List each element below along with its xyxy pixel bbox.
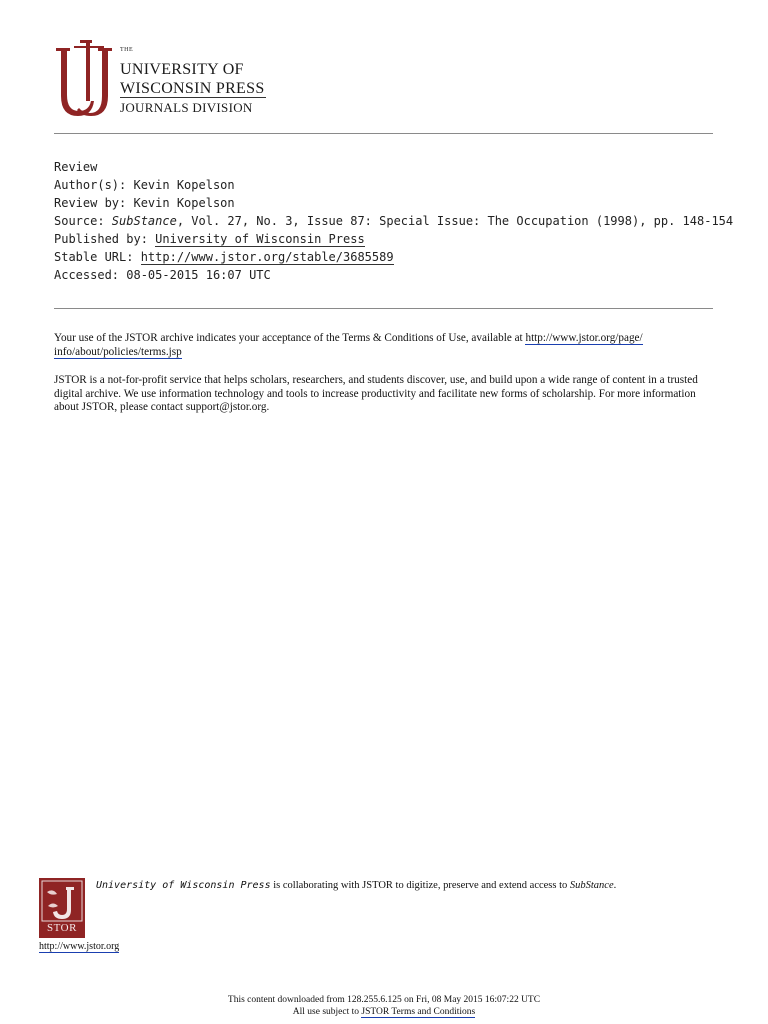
item-authors: Author(s): Kevin Kopelson bbox=[54, 178, 235, 192]
collab-middle: is collaborating with JSTOR to digitize, preserve and extend access to bbox=[270, 880, 570, 891]
citation-metadata bbox=[54, 158, 733, 284]
source-details: , Vol. 27, No. 3, Issue 87: Special Issue: The Occupation (1998), pp. 148-154 bbox=[176, 214, 734, 228]
logo-line-journals-division: JOURNALS DIVISION bbox=[120, 100, 253, 115]
logo-line-university: UNIVERSITY OF bbox=[120, 61, 244, 78]
middle-divider bbox=[54, 308, 713, 309]
jstor-home-link-text[interactable]: http://www.jstor.org bbox=[39, 941, 120, 952]
terms-text: Your use of the JSTOR archive indicates your acceptance of the Terms & Conditions of Use, available at bbox=[54, 332, 526, 344]
download-footer bbox=[0, 994, 768, 1018]
item-accessed: Accessed: 08-05-2015 16:07 UTC bbox=[54, 268, 271, 282]
item-review-by: Review by: Kevin Kopelson bbox=[54, 196, 235, 210]
footer-terms bbox=[0, 1006, 768, 1018]
collab-publisher: University of Wisconsin Press bbox=[96, 880, 271, 891]
logo-the-text: THE bbox=[120, 47, 134, 53]
uw-monogram-icon bbox=[54, 38, 126, 124]
collab-end: . bbox=[613, 880, 617, 891]
item-publisher bbox=[54, 230, 733, 248]
item-source bbox=[54, 212, 733, 230]
terms-notice bbox=[54, 332, 714, 359]
footer-terms-prefix: All use subject to bbox=[292, 1007, 362, 1017]
stable-url-prefix: Stable URL: bbox=[54, 250, 141, 264]
item-type: Review bbox=[54, 160, 98, 174]
collab-journal: SubStance bbox=[569, 880, 614, 891]
logo-line-wisconsin-press: WISCONSIN PRESS bbox=[120, 80, 265, 97]
jstor-about-notice: JSTOR is a not-for-profit service that helps scholars, researchers, and students discover, use, and build upon a wide range of content in a trusted digital archive. We use information technology and tools to increase productivity and facilitate new forms of scholarship. For more information about JSTOR, please contact support@jstor.org. bbox=[54, 374, 698, 414]
source-journal: SubStance bbox=[111, 214, 177, 228]
item-stable-url bbox=[54, 248, 733, 266]
top-divider bbox=[54, 133, 713, 134]
terms-link-part1[interactable]: http://www.jstor.org/page/ bbox=[525, 332, 643, 344]
footer-terms-link[interactable]: JSTOR Terms and Conditions bbox=[361, 1007, 476, 1017]
terms-link-part2[interactable]: info/about/policies/terms.jsp bbox=[54, 345, 182, 358]
publisher-link[interactable]: University of Wisconsin Press bbox=[155, 232, 365, 246]
jstor-logo[interactable] bbox=[39, 878, 85, 938]
footer-download-info: This content downloaded from 128.255.6.125 on Fri, 08 May 2015 16:07:22 UTC bbox=[227, 995, 541, 1005]
source-prefix: Source: bbox=[54, 214, 112, 228]
publisher-prefix: Published by: bbox=[54, 232, 156, 246]
jstor-logo-label: STOR bbox=[47, 922, 77, 934]
collaboration-statement bbox=[96, 880, 616, 891]
stable-url-link[interactable]: http://www.jstor.org/stable/3685589 bbox=[140, 250, 394, 264]
uw-press-logo bbox=[54, 38, 284, 126]
jstor-home-link[interactable] bbox=[39, 941, 119, 952]
